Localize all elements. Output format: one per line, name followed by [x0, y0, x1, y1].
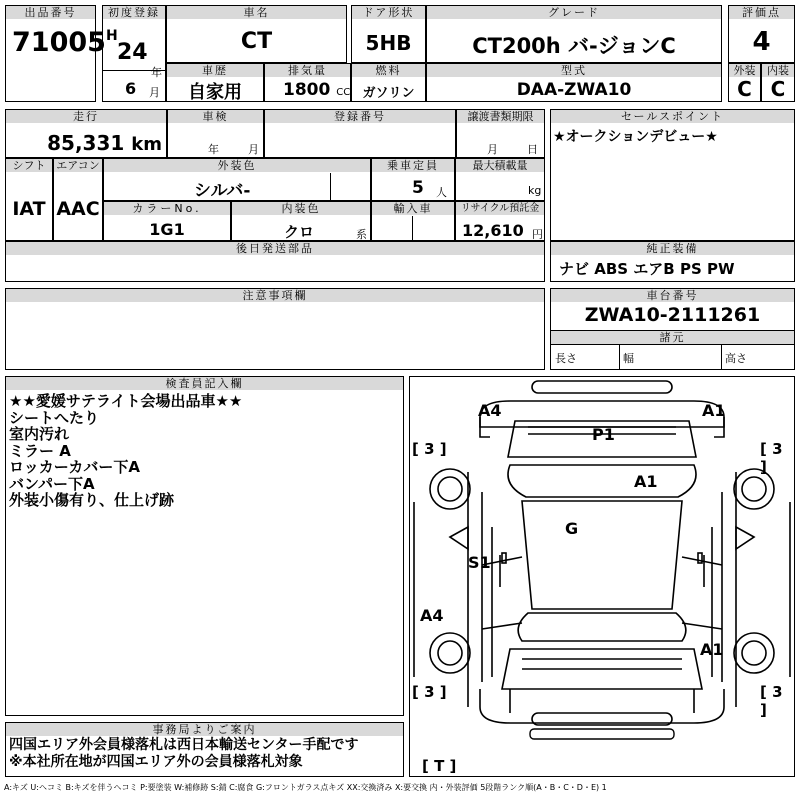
score: 4	[752, 27, 771, 57]
mileage-unit: km	[131, 134, 162, 155]
length-label: 長さ	[555, 352, 577, 365]
insp-year-unit: 年	[208, 143, 219, 156]
inspector-line: シートへたり	[9, 408, 100, 427]
colorno-box	[103, 201, 231, 241]
tire-fr: [ 3 ]	[760, 440, 783, 476]
displacement: 1800	[283, 80, 331, 100]
capacity: 5	[412, 178, 424, 198]
ext-color: シルバ-	[194, 181, 251, 201]
sales-point-text: ★オークションデビュー★	[553, 129, 718, 145]
shift-box	[5, 158, 53, 241]
door-type: 5HB	[365, 31, 412, 55]
later-parts-label: 後日発送部品	[6, 242, 544, 255]
shift: IAT	[12, 198, 46, 220]
fuel-label: 燃料	[352, 64, 425, 77]
grade: CT200h バ-ジョンC	[472, 34, 676, 58]
office-line: ※本社所在地が四国エリア外の会員様落札対象	[9, 753, 303, 770]
ext-grade-box	[728, 63, 761, 102]
mark-a1-top: A1	[702, 401, 726, 420]
equipment: ナビ ABS エアB PS PW	[559, 260, 735, 278]
sales-point-box	[550, 109, 795, 241]
displacement-box	[264, 63, 351, 102]
displacement-label: 排気量	[265, 64, 350, 77]
recycle-unit: 円	[532, 228, 543, 241]
reg-year: 24	[117, 40, 148, 65]
model: DAA-ZWA10	[516, 80, 632, 100]
transfer-day-unit: 日	[527, 143, 538, 156]
inspector-box	[5, 376, 404, 716]
legend-footer: A:キズ U:ヘコミ B:キズを伴うヘコミ P:要塗装 W:補修跡 S:錆 C:腐食 G:フロントガラス点キズ XX:交換済み X:要交換 内・外装評価 5段階ランク順(A・B・C・D・E) 1	[4, 783, 607, 792]
score-box	[728, 5, 795, 63]
first-reg-values	[103, 20, 165, 102]
first-registration-box	[102, 5, 166, 102]
mileage-box	[5, 109, 167, 158]
fuel: ガソリン	[362, 86, 415, 101]
chassis-number: ZWA10-2111261	[584, 304, 761, 326]
tire-rr: [ 3 ]	[760, 683, 783, 719]
registration-label: 登録番号	[265, 110, 455, 123]
grade-box	[426, 5, 722, 63]
colorno: 1G1	[149, 220, 185, 239]
mileage-label: 走行	[6, 110, 166, 123]
capacity-box	[371, 158, 455, 201]
history-label: 車歴	[167, 64, 263, 77]
inspector-label: 検査員記入欄	[6, 377, 403, 390]
inspector-line: 外装小傷有り、仕上げ跡	[9, 491, 175, 509]
inspector-line: バンパー下A	[9, 474, 95, 493]
chassis-box	[550, 288, 795, 370]
width-label: 幅	[623, 352, 634, 365]
import-label: 輸入車	[372, 202, 454, 215]
capacity-unit: 人	[436, 186, 447, 199]
shift-label: シフト	[6, 159, 52, 172]
recycle-fee: 12,610	[462, 221, 524, 240]
carname-box	[166, 5, 347, 63]
model-box	[426, 63, 722, 102]
maxload-label: 最大積載量	[456, 159, 544, 172]
registration-box	[264, 109, 456, 158]
int-color: クロ	[284, 223, 315, 241]
history: 自家用	[188, 82, 242, 103]
inspection-label: 車検	[168, 110, 263, 123]
recycle-box	[455, 201, 545, 241]
insp-month-unit: 月	[248, 143, 259, 156]
chassis-label: 車台番号	[551, 289, 794, 302]
mark-a4-top: A4	[478, 401, 502, 420]
int-grade: C	[770, 77, 786, 101]
mileage: 85,331	[47, 131, 125, 155]
transfer-label: 譲渡書類期限	[457, 110, 544, 123]
int-color-unit: 系	[356, 228, 367, 241]
reg-month: 6	[125, 79, 137, 98]
ext-grade: C	[737, 77, 752, 101]
first-reg-label: 初度登録	[103, 6, 165, 19]
grade-label: グレード	[427, 6, 721, 19]
sales-point-label: セールスポイント	[551, 110, 794, 123]
tire-spare: [ T ]	[422, 757, 457, 775]
maxload-box	[455, 158, 545, 201]
era: H	[106, 28, 118, 44]
ext-label: 外装	[729, 64, 760, 77]
inspector-line: 室内汚れ	[9, 425, 70, 443]
equipment-label: 純正装備	[551, 242, 794, 255]
height-label: 高さ	[725, 352, 747, 365]
int-label: 内装	[762, 64, 794, 77]
displacement-unit: CC	[336, 87, 351, 98]
ext-color-box	[103, 158, 371, 201]
mark-s1: S1	[468, 553, 491, 572]
notes-label: 注意事項欄	[6, 289, 544, 302]
office-label: 事務局よりご案内	[6, 723, 403, 736]
tire-fl: [ 3 ]	[412, 440, 447, 458]
year-unit: 年	[151, 66, 162, 79]
recycle-label: リサイクル預託金	[456, 202, 544, 215]
notes-box	[5, 288, 545, 370]
equipment-box	[550, 241, 795, 282]
history-box	[166, 63, 264, 102]
import-box	[371, 201, 455, 241]
month-unit: 月	[149, 86, 160, 99]
lot-number: 71005	[12, 27, 106, 58]
mark-a1-bottom: A1	[700, 640, 724, 659]
mark-a4-bottom: A4	[420, 606, 444, 625]
tire-rl: [ 3 ]	[412, 683, 447, 701]
door-label: ドア形状	[352, 6, 425, 19]
inspector-line: ミラー A	[9, 441, 71, 460]
inspector-line: ★★愛媛サテライト会場出品車★★	[9, 392, 243, 410]
aircon-label: エアコン	[54, 159, 102, 172]
office-line: 四国エリア外会員様落札は西日本輸送センター手配です	[9, 737, 359, 753]
int-color-box	[231, 201, 371, 241]
inspector-line: ロッカーカバー下A	[9, 458, 141, 476]
transfer-box	[456, 109, 545, 158]
model-label: 型式	[427, 64, 721, 77]
car-name: CT	[240, 29, 273, 54]
transfer-month-unit: 月	[487, 143, 498, 156]
mark-a1-roof: A1	[634, 472, 658, 491]
office-box	[5, 722, 404, 777]
inspection-box	[167, 109, 264, 158]
aircon: AAC	[56, 198, 100, 220]
ext-color-label: 外装色	[104, 159, 370, 172]
mark-p1: P1	[592, 425, 615, 444]
colorno-label: カラーNo.	[104, 202, 230, 215]
int-grade-box	[761, 63, 795, 102]
later-parts-box	[5, 241, 545, 282]
lot-box	[5, 5, 106, 102]
specs-label: 諸元	[551, 330, 794, 345]
car-diagram	[409, 376, 795, 777]
aircon-box	[53, 158, 103, 241]
door-box	[351, 5, 426, 63]
capacity-label: 乗車定員	[372, 159, 454, 172]
int-color-label: 内装色	[232, 202, 370, 215]
fuel-box	[351, 63, 426, 102]
maxload-unit: kg	[528, 184, 542, 197]
score-label: 評価点	[729, 6, 794, 19]
mark-g: G	[565, 519, 579, 538]
lot-label: 出品番号	[6, 6, 95, 19]
car-name-label: 車名	[167, 6, 346, 19]
